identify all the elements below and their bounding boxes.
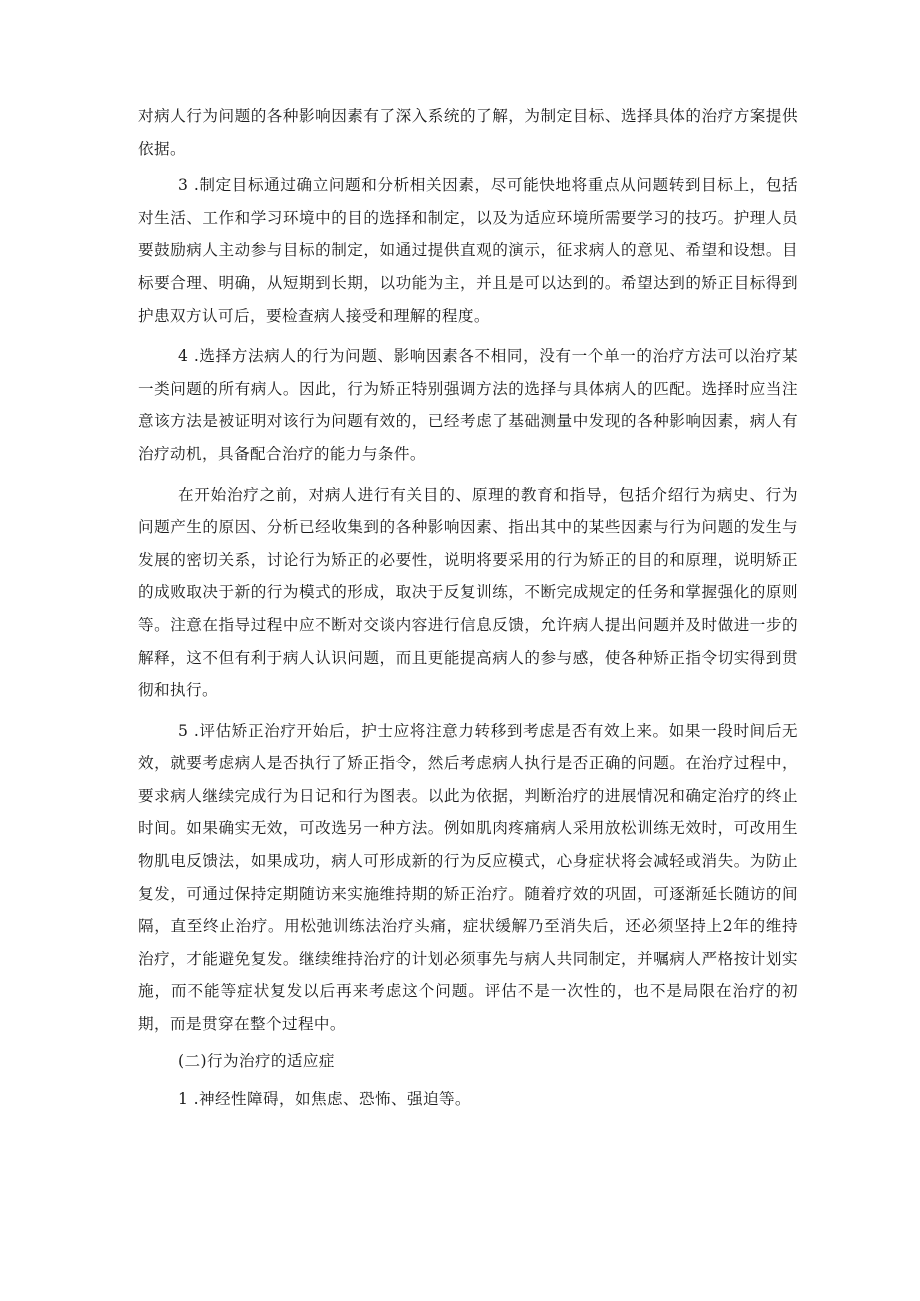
paragraph-step-3-set-goals: 3 .制定目标通过确立问题和分析相关因素，尽可能快地将重点从问题转到目标上，包括对生活、工作和学习环境中的目的选择和制定，以及为适应环境所需要学习的技巧。护理人员要鼓励病人主动参与目标的制定，如通过提供直观的演示，征求病人的意见、希望和设想。目标要合理、明确，从短期到长期，以功能为主，并且是可以达到的。希望达到的矫正目标得到护患双方认可后，要检查病人接受和理解的程度。 <box>138 176 798 325</box>
list-item-indication-1: 1 .神经性障碍，如焦虑、恐怖、强迫等。 <box>178 1090 471 1109</box>
paragraph-step-5-evaluate: 5 .评估矫正治疗开始后，护士应将注意力转移到考虑是否有效上来。如果一段时间后无效，就要考虑病人是否执行了矫正指令，然后考虑病人执行是否正确的问题。在治疗过程中，要求病人继续完成行为日记和行为图表。以此为依据，判断治疗的进展情况和确定治疗的终止时间。如果确实无效，可改选另一种方法。例如肌肉疼痛病人采用放松训练无效时，可改用生物肌电反馈法，如果成功，病人可形成新的行为反应模式，心身症状将会减轻或消失。为防止复发，可通过保持定期随访来实施维持期的矫正治疗。随着疗效的巩固，可逐渐延长随访的间隔，直至终止治疗。用松弛训练法治疗头痛，症状缓解乃至消失后，还必须坚持上2年的维持治疗，才能避免复发。继续维持治疗的计划必须事先与病人共同制定，并嘱病人严格按计划实施，而不能等症状复发以后再来考虑这个问题。评估不是一次性的，也不是局限在治疗的初期，而是贯穿在整个过程中。 <box>138 721 798 1034</box>
paragraph-pre-treatment-guidance: 在开始治疗之前，对病人进行有关目的、原理的教育和指导，包括介绍行为病史、行为问题产生的原因、分析已经收集到的各种影响因素、指出其中的某些因素与行为问题的发生与发展的密切关系，讨论行为矫正的必要性，说明将要采用的行为矫正的目的和原理，说明矫正的成败取决于新的行为模式的形成，取决于反复训练，不断完成规定的任务和掌握强化的原则等。注意在指导过程中应不断对交谈内容进行信息反馈，允许病人提出问题并及时做进一步的解释，这不但有利于病人认识问题，而且更能提高病人的参与感，使各种矫正指令切实得到贯彻和执行。 <box>138 485 798 700</box>
document-body <box>138 100 798 1124</box>
section-heading-indications: (二)行为治疗的适应症 <box>178 1051 335 1070</box>
paragraph-step-4-choose-method: 4 .选择方法病人的行为问题、影响因素各不相同，没有一个单一的治疗方法可以治疗某一类问题的所有病人。因此，行为矫正特别强调方法的选择与具体病人的匹配。选择时应当注意该方法是被证明对该行为问题有效的，已经考虑了基础测量中发现的各种影响因素，病人有治疗动机，具备配合治疗的能力与条件。 <box>138 347 798 463</box>
paragraph-continuation: 对病人行为问题的各种影响因素有了深入系统的了解，为制定目标、选择具体的治疗方案提供依据。 <box>138 107 798 158</box>
